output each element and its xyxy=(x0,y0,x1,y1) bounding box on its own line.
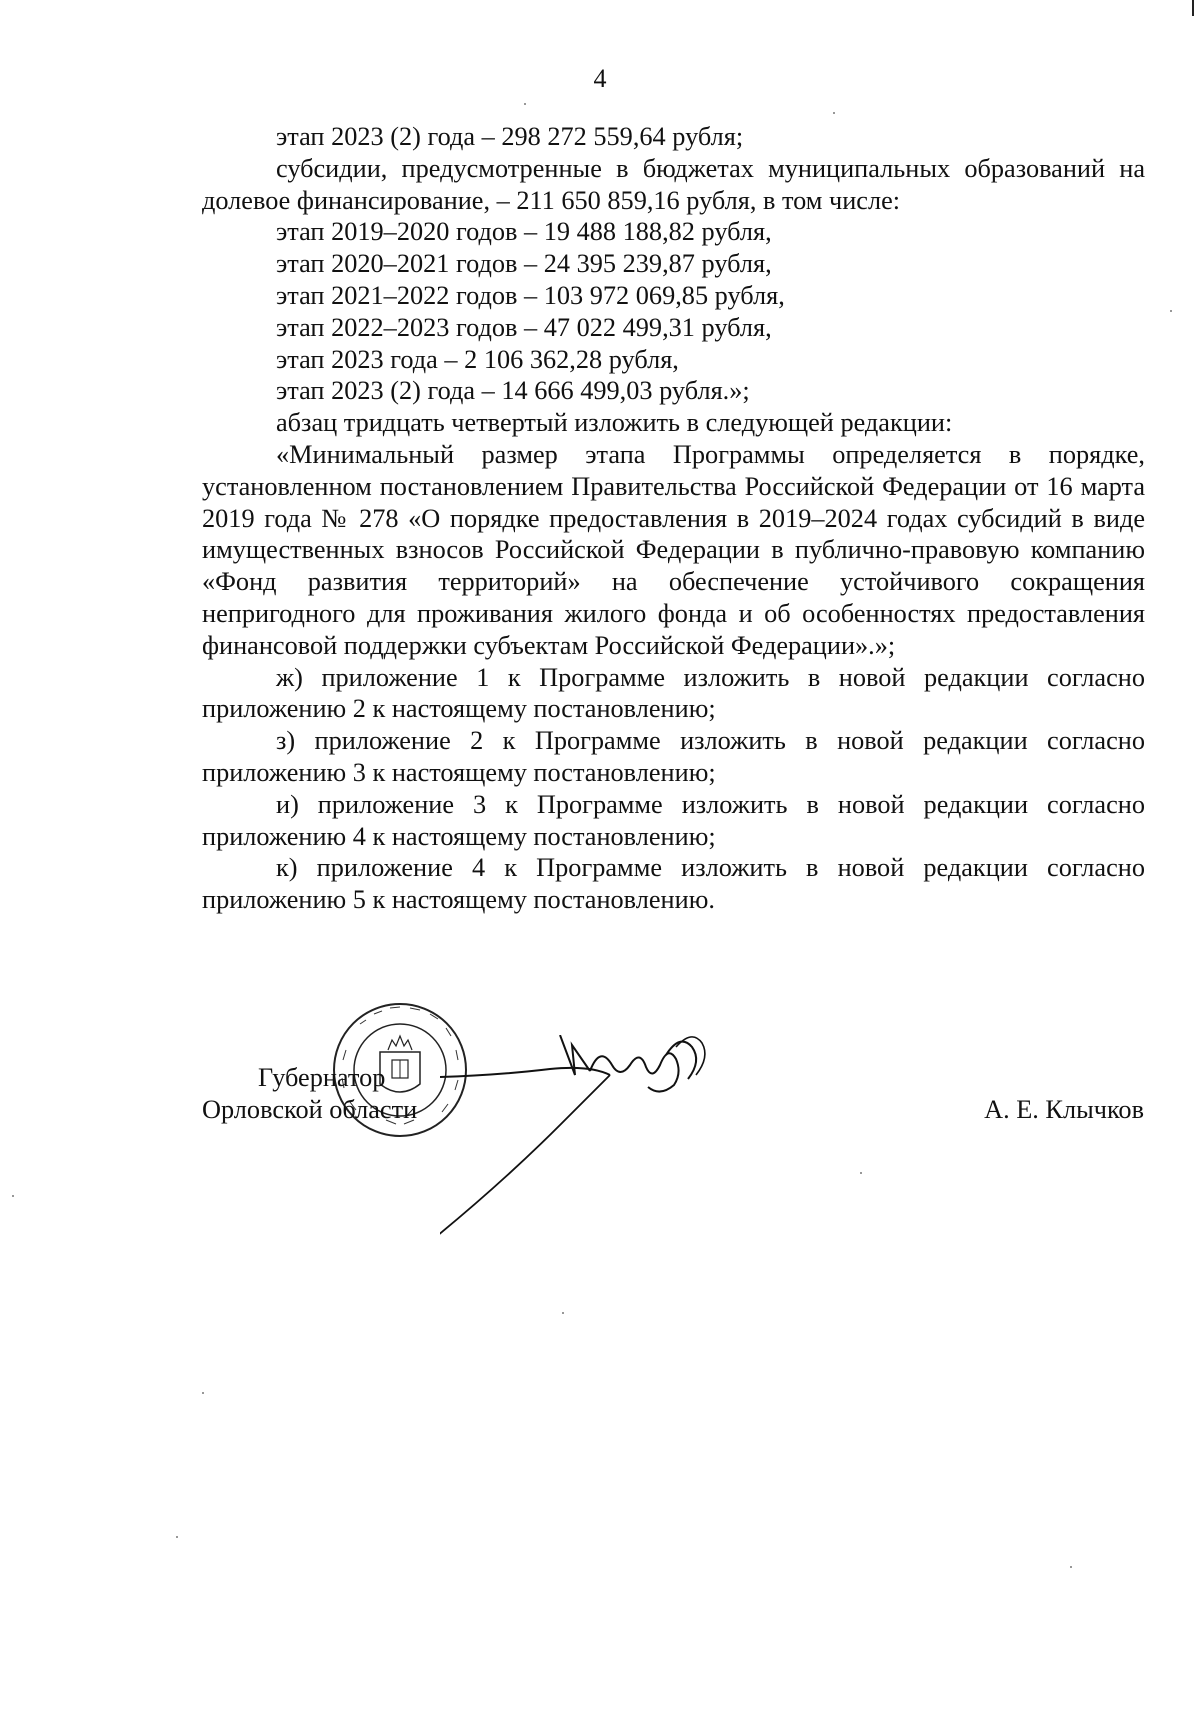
paragraph-stage-2021-2022: этап 2021–2022 годов – 103 972 069,85 рубля, xyxy=(276,280,785,310)
paragraph-stage-2023-2: этап 2023 (2) года – 14 666 499,03 рубля.»; xyxy=(276,376,750,406)
signatory-title-line2: Орловской области xyxy=(202,1094,418,1124)
signatory-name: А. Е. Клычков xyxy=(984,1095,1144,1124)
paragraph-municipal-subsidies: субсидии, предусмотренные в бюджетах муниципальных образований на долевое финансирование, – 211 650 859,16 рубля, в том числе: xyxy=(202,153,1145,215)
paragraph-item-zh: ж) приложение 1 к Программе изложить в новой редакции согласно приложению 2 к настоящему постановлению; xyxy=(202,662,1145,724)
paragraph-item-z: з) приложение 2 к Программе изложить в новой редакции согласно приложению 3 к настоящему постановлению; xyxy=(202,726,1145,787)
paragraph-stage-2019-2020: этап 2019–2020 годов – 19 488 188,82 рубля, xyxy=(276,217,772,247)
paragraph-minimal-stage-size: «Минимальный размер этапа Программы определяется в порядке, установленном постановлением Правительства Российской Федерации от 16 марта 2019 года № 278 «О порядке предоставления в 2019–2024 годах субсидий в виде имущественных взносов Российской Федерации в публично-правовую компанию «Фонд развития территорий» на обеспечение устойчивого сокращения непригодного для проживания жилого фонда и об особенностях предоставления финансовой поддержки субъектам Российской Федерации».»; xyxy=(202,439,1145,660)
handwritten-signature xyxy=(440,1035,720,1275)
scan-speck xyxy=(1070,1566,1072,1568)
signatory-title xyxy=(202,1062,417,1126)
paragraph-stage-2023: этап 2023 года – 2 106 362,28 рубля, xyxy=(276,344,679,374)
paragraph-stage-2020-2021: этап 2020–2021 годов – 24 395 239,87 рубля, xyxy=(276,249,772,279)
scan-speck xyxy=(562,1312,564,1314)
paragraph-item-i: и) приложение 3 к Программе изложить в новой редакции согласно приложению 4 к настоящему постановлению; xyxy=(202,789,1145,851)
scan-speck xyxy=(176,1536,178,1538)
scan-speck xyxy=(524,103,526,105)
scan-speck xyxy=(860,1172,862,1174)
paragraph-stage-2023-2-total: этап 2023 (2) года – 298 272 559,64 рубля; xyxy=(276,122,744,151)
paragraph-abzac-34: абзац тридцать четвертый изложить в следующей редакции: xyxy=(276,408,953,438)
page-number: 4 xyxy=(593,64,607,93)
paragraph-item-k: к) приложение 4 к Программе изложить в новой редакции согласно приложению 5 к настоящему постановлению. xyxy=(202,853,1145,915)
scan-corner-mark xyxy=(1192,0,1194,16)
scan-speck xyxy=(833,112,835,114)
scan-speck xyxy=(1170,310,1172,312)
paragraph-stage-2022-2023: этап 2022–2023 годов – 47 022 499,31 рубля, xyxy=(276,312,772,342)
signatory-title-line1: Губернатор xyxy=(258,1063,386,1092)
scan-speck xyxy=(202,1392,204,1394)
document-body xyxy=(202,121,1145,916)
scan-speck xyxy=(12,1195,14,1197)
